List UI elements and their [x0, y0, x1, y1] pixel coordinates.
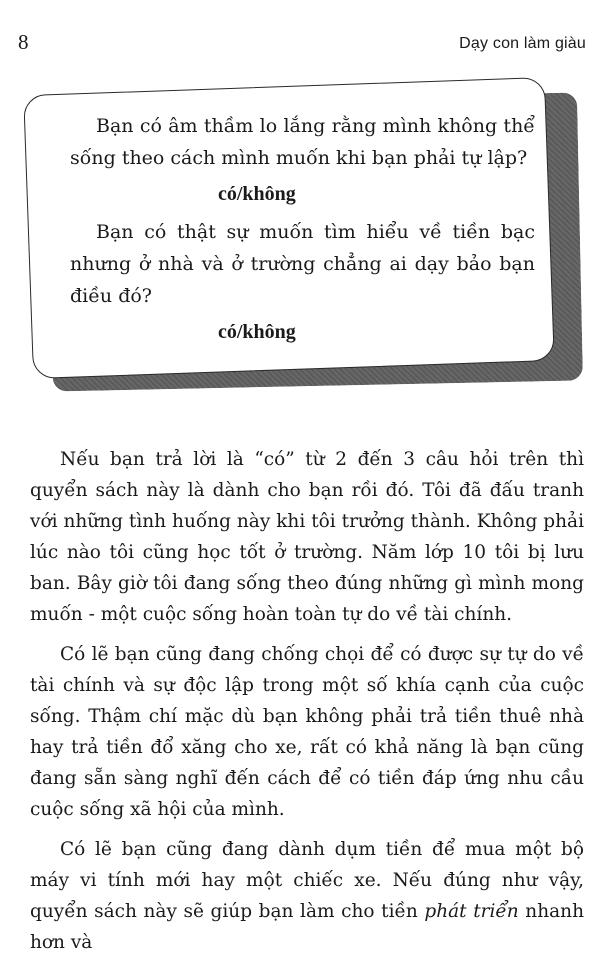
- running-title: Dạy con làm giàu: [459, 35, 586, 52]
- callout-content: [70, 110, 535, 354]
- paragraph-3-end: nhanh hơn và: [30, 901, 584, 953]
- paragraph-3: [30, 834, 584, 958]
- answer-2: có/không: [218, 321, 296, 343]
- paragraph-1: Nếu bạn trả lời là “có” từ 2 đến 3 câu hỏi trên thì quyển sách này là dành cho bạn rồi đó. Tôi đã đấu tranh với những tình huống này khi tôi trưởng thành. Không phải lúc nào tôi cũng học tốt ở trường. Năm lớp 10 tôi bị lưu ban. Bây giờ tôi đang sống theo đúng những gì mình mong muốn - một cuộc sống hoàn toàn tự do về tài chính.: [30, 449, 584, 625]
- page-number: 8: [18, 30, 29, 54]
- paragraph-2: Có lẽ bạn cũng đang chống chọi để có được sự tự do về tài chính và sự độc lập trong một số khía cạnh của cuộc sống. Thậm chí mặc dù bạn không phải trả tiền thuê nhà hay trả tiền đổ xăng cho xe, rất có khả năng là bạn cũng đang sẵn sàng nghĩ đến cách để có tiền đáp ứng nhu cầu cuộc sống xã hội của mình.: [30, 644, 584, 820]
- answer-1: có/không: [218, 183, 296, 205]
- body-text: [30, 444, 584, 967]
- paragraph-3-italic: phát triển: [424, 901, 519, 922]
- question-1: Bạn có âm thầm lo lắng rằng mình không thể sống theo cách mình muốn khi bạn phải tự lập?: [70, 115, 535, 169]
- question-2: Bạn có thật sự muốn tìm hiểu về tiền bạc nhưng ở nhà và ở trường chẳng ai dạy bảo bạn điều đó?: [70, 221, 535, 307]
- paragraph-3-start: Có lẽ bạn cũng đang dành dụm tiền để mua một bộ máy vi tính mới hay một chiếc xe. Nếu đúng như vậy, quyển sách này sẽ giúp bạn làm cho tiền: [30, 839, 584, 922]
